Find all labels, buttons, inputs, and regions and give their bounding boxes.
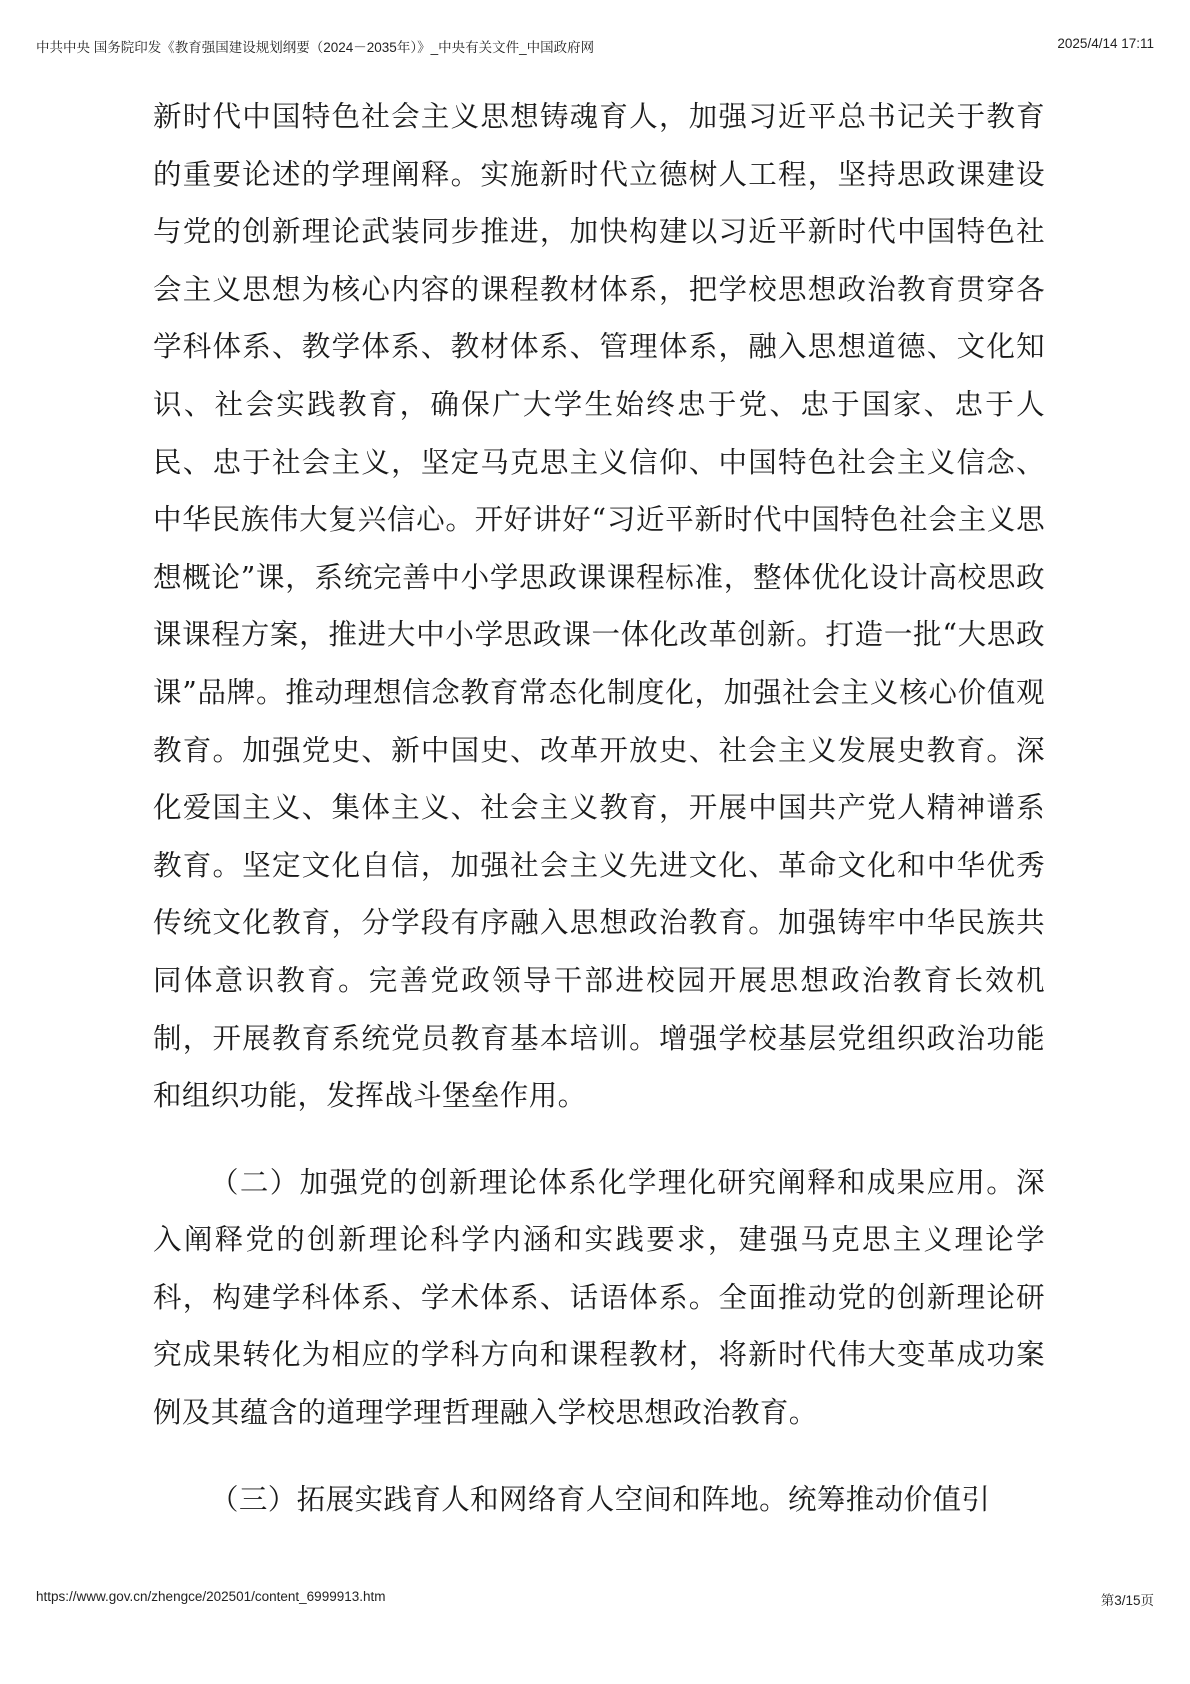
page-number: 第3/15页 (1100, 1593, 1154, 1608)
document-body (153, 88, 1045, 1528)
print-header (36, 36, 1154, 56)
print-footer (36, 1589, 1154, 1609)
page-title: 中共中央 国务院印发《教育强国建设规划纲要（2024－2035年）》_中央有关文件_中国政府网 (36, 40, 595, 55)
page-url: https://www.gov.cn/zhengce/202501/content_6999913.htm (36, 1589, 386, 1604)
paragraph-section-2: （二）加强党的创新理论体系化学理化研究阐释和成果应用。深入阐释党的创新理论科学内涵和实践要求，建强马克思主义理论学科，构建学科体系、学术体系、话语体系。全面推动党的创新理论研究成果转化为相应的学科方向和课程教材，将新时代伟大变革成功案例及其蕴含的道理学理哲理融入学校思想政治教育。 (153, 1165, 1045, 1430)
paragraph-section-3: （三）拓展实践育人和网络育人空间和阵地。统筹推动价值引 (210, 1482, 991, 1516)
print-timestamp: 2025/4/14 17:11 (1057, 36, 1154, 51)
paragraph-continuation: 新时代中国特色社会主义思想铸魂育人，加强习近平总书记关于教育的重要论述的学理阐释。实施新时代立德树人工程，坚持思政课建设与党的创新理论武装同步推进，加快构建以习近平新时代中国特色社会主义思想为核心内容的课程教材体系，把学校思想政治教育贯穿各学科体系、教学体系、教材体系、管理体系，融入思想道德、文化知识、社会实践教育，确保广大学生始终忠于党、忠于国家、忠于人民、忠于社会主义，坚定马克思主义信仰、中国特色社会主义信念、中华民族伟大复兴信心。开好讲好“习近平新时代中国特色社会主义思想概论”课，系统完善中小学思政课课程标准，整体优化设计高校思政课课程方案，推进大中小学思政课一体化改革创新。打造一批“大思政课”品牌。推动理想信念教育常态化制度化，加强社会主义核心价值观教育。加强党史、新中国史、改革开放史、社会主义发展史教育。深化爱国主义、集体主义、社会主义教育，开展中国共产党人精神谱系教育。坚定文化自信，加强社会主义先进文化、革命文化和中华优秀传统文化教育，分学段有序融入思想政治教育。加强铸牢中华民族共同体意识教育。完善党政领导干部进校园开展思想政治教育长效机制，开展教育系统党员教育基本培训。增强学校基层党组织政治功能和组织功能，发挥战斗堡垒作用。 (153, 100, 1045, 1113)
